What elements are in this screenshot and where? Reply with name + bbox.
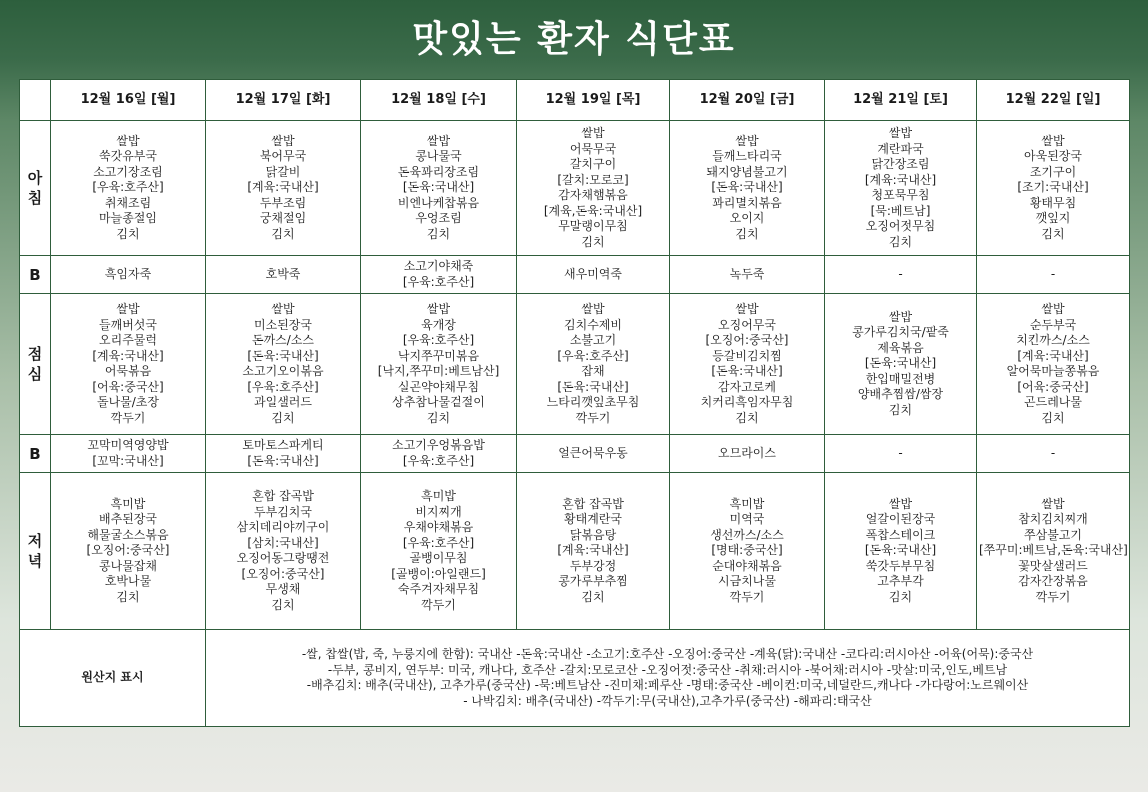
menu-item: 쑥갓유부국 [99,149,157,164]
menu-item: 소고기야채죽 [403,259,474,273]
origin-row [20,630,1130,727]
menu-cell [977,256,1130,294]
menu-item: 김치 [888,589,913,604]
menu-cell [517,256,670,294]
menu-item: 순두부국 [1029,317,1077,332]
menu-item: [우육:호주산] [402,333,475,347]
menu-item: 한입매밀전병 [865,371,936,386]
meal-row-b1 [20,256,1130,294]
menu-cell [517,294,670,435]
menu-cell [361,473,517,630]
menu-item: 소고기장조림 [93,164,163,179]
menu-item: 김치 [426,226,451,241]
menu-item: 깻잎지 [1035,211,1071,226]
menu-item: [돈육:국내산] [864,543,937,558]
menu-item: 김치 [116,226,140,241]
menu-item: 돈까스/소스 [251,333,314,347]
menu-cell [51,294,206,435]
menu-item: 쌀밥 [735,133,759,148]
menu-item: [우육:호주산] [247,379,319,394]
menu-item: 꽃맛살샐러드 [1018,558,1088,573]
menu-item: [삼치:국내산] [247,535,319,550]
menu-item: 흑미밥 [729,496,765,511]
menu-item: 미역국 [729,512,765,527]
menu-item: [돈육:국내산] [247,453,319,468]
menu-item: [돈육:국내산] [711,364,783,378]
day-header: 12월 16일 [월] [51,80,206,121]
meal-label-char: 심 [27,365,43,383]
menu-item: [갈치:모로코] [557,172,629,187]
menu-item: [골뱅이:아일랜드] [391,566,486,581]
menu-item: 새우미역죽 [564,266,622,281]
menu-item: 쌀밥 [735,302,759,316]
menu-item: 쌀밥 [116,302,140,316]
menu-item: 쑥갓두부무침 [865,558,936,573]
menu-item: 오리주물럭 [99,333,157,347]
menu-item: 상추참나물겉절이 [392,395,485,409]
menu-item: 깍두기 [421,597,456,612]
menu-cell [825,294,977,435]
menu-item: 오이지 [729,211,765,226]
meal-label [20,473,51,630]
meal-label-char: 점 [27,345,43,363]
menu-item: 닭볶음탕 [569,527,617,542]
menu-item: 쌀밥 [888,126,913,140]
menu-item: 황태무침 [1029,195,1077,210]
menu-item: 제육볶음 [877,340,924,355]
menu-item: 비지찌개 [415,504,462,519]
menu-item: 깍두기 [110,410,146,425]
menu-cell [361,121,517,256]
menu-item: 곤드레나물 [1024,395,1082,409]
menu-item: 김치 [116,589,140,604]
menu-item: 조기구이 [1029,164,1077,179]
menu-item: [낙지,쭈꾸미:베트남산] [377,364,500,378]
menu-cell [977,294,1130,435]
menu-item: - [1050,445,1056,460]
menu-item: [우육:호주산] [557,348,629,363]
menu-item: [돈육:국내산] [247,348,319,363]
menu-item: 흑미밥 [110,496,146,511]
meal-label [20,121,51,256]
menu-item: - [898,445,903,460]
menu-item: 무말랭이무침 [558,219,628,233]
menu-item: 돼지양념불고기 [706,164,788,179]
menu-cell [977,473,1130,630]
meal-row-b2 [20,435,1130,473]
menu-item: 돈육꽈리장조림 [397,164,480,179]
menu-item: 감자간장볶음 [1018,574,1088,589]
menu-item: 쌀밥 [271,133,295,148]
menu-item: 삼치데리야끼구이 [236,520,330,534]
menu-item: 감자채햄볶음 [558,188,628,202]
menu-item: 소고기우엉볶음밥 [392,438,485,452]
menu-cell [361,294,517,435]
menu-item: 오징어젓무침 [865,219,936,233]
menu-item: 꽈리멸치볶음 [712,195,782,210]
meal-label [20,435,51,473]
menu-item: [묵:베트남] [870,203,931,218]
menu-cell [825,473,977,630]
menu-item: 과일샐러드 [254,395,312,409]
menu-item: [계육:국내산] [1017,348,1089,363]
menu-cell [670,121,825,256]
menu-cell [517,473,670,630]
menu-item: 쌀밥 [116,133,140,148]
menu-item: [조기:국내산] [1017,180,1089,195]
menu-item: 쌀밥 [888,496,913,511]
menu-item: [명태:중국산] [711,543,783,558]
menu-item: 청포묵무침 [871,188,930,202]
menu-item: [어육:중국산] [1017,379,1089,394]
menu-cell [670,256,825,294]
menu-cell [977,435,1130,473]
menu-item: [우육:호주산] [402,274,475,289]
menu-item: 얼갈이된장국 [865,512,936,527]
menu-item: 낙지쭈꾸미볶음 [397,348,480,363]
menu-cell [206,435,361,473]
menu-cell [825,256,977,294]
menu-item: 토마토스파게티 [242,438,324,452]
menu-item: [돈육:국내산] [557,379,629,394]
meal-row-lunch [20,294,1130,435]
menu-item: 쌀밥 [1041,133,1065,148]
menu-item: 쌀밥 [271,302,295,316]
menu-item: 궁채절임 [259,211,307,226]
origin-line: - 나박김치: 배추(국내산) -깍두기:무(국내산),고추가루(중국산) -해파리:태국산 [463,693,872,708]
menu-item: 알어묵마늘쫑볶음 [1006,364,1100,378]
menu-item: 무생채 [265,582,301,596]
menu-item: 닭갈비 [265,164,301,179]
menu-item: 김치 [1041,226,1065,241]
menu-item: 쌀밥 [581,302,605,316]
menu-item: 실곤약야채무침 [397,379,480,394]
menu-cell [51,473,206,630]
menu-cell [825,435,977,473]
origin-line: -쌀, 찹쌀(밥, 죽, 누룽지에 한함): 국내산 -돈육:국내산 -소고기:호주산 -오징어:중국산 -계육(닭):국내산 -코다리:러시아산 -어육(어묵):중국산 [301,647,1034,661]
menu-item: 골뱅이무침 [409,551,468,565]
menu-item: [우육:호주산] [402,535,475,550]
menu-item: 육개장 [421,317,456,332]
menu-cell [670,294,825,435]
menu-item: 깍두기 [729,589,765,604]
menu-cell [825,121,977,256]
menu-item: 호박나물 [104,574,152,589]
menu-item: 쌀밥 [1041,496,1065,511]
menu-item: 깍두기 [1035,589,1071,604]
menu-item: 양배추찜쌈/쌈장 [857,387,944,402]
menu-item: 취채조림 [104,195,152,210]
meal-label-char: 아 [27,169,43,187]
menu-item: [우육:호주산] [92,180,164,195]
menu-item: 콩나물잡채 [99,558,157,573]
menu-item: 호박죽 [265,266,301,281]
menu-item: [쭈꾸미:베트남,돈육:국내산] [979,543,1128,558]
menu-item: 김치 [271,597,295,612]
menu-item: 순대야채볶음 [712,558,782,573]
meal-label-char: 녁 [27,552,43,570]
menu-item: 등갈비김치찜 [712,348,782,363]
menu-item: [계육:국내산] [92,348,164,363]
menu-item: [계육,돈육:국내산] [543,203,643,218]
day-header: 12월 20일 [금] [670,80,825,121]
menu-item: 시금치나물 [718,574,776,589]
menu-item: [꼬막:국내산] [92,453,164,468]
menu-item: 녹두죽 [729,266,765,281]
meal-label [20,256,51,294]
menu-cell [51,121,206,256]
menu-item: 쌀밥 [888,309,913,324]
menu-item: 미소된장국 [254,317,312,332]
menu-item: 우엉조림 [415,211,462,226]
menu-item: 깍두기 [575,410,611,425]
day-header: 12월 19일 [목] [517,80,670,121]
menu-item: [오징어:중국산] [241,566,325,581]
menu-item: 잡채 [581,364,605,378]
menu-item: 소고기오이볶음 [242,364,324,378]
menu-item: 김치 [271,226,295,241]
menu-item: 두부강정 [569,558,617,573]
menu-cell [206,121,361,256]
meal-row-dinner [20,473,1130,630]
menu-cell [361,435,517,473]
menu-item: 김치 [888,402,913,417]
menu-cell [206,473,361,630]
menu-item: - [898,266,903,281]
menu-item: 쌀밥 [426,133,451,148]
day-header: 12월 18일 [수] [361,80,517,121]
menu-item: 김치 [735,226,759,241]
menu-item: 오므라이스 [718,445,776,460]
origin-text [206,630,1130,727]
menu-item: 마늘종절임 [99,211,157,226]
menu-item: [돈육:국내산] [864,356,937,371]
menu-cell [517,435,670,473]
menu-item: 김치수제비 [564,317,622,332]
menu-item: 김치 [735,410,759,425]
menu-item: 들깨느타리국 [712,149,782,164]
menu-item: 오징어무국 [718,317,776,332]
menu-item: 해물굴소스볶음 [87,527,169,542]
menu-item: 쌀밥 [1041,302,1065,316]
menu-item: 혼합 잡곡밥 [562,496,624,511]
menu-item: 두부김치국 [254,504,312,519]
menu-item: [우육:호주산] [402,453,475,468]
origin-line: -두부, 콩비지, 연두부: 미국, 캐나다, 호주산 -갈치:모로코산 -오징어젓:중국산 -취채:러시아 -북어채:러시아 -맛살:미국,인도,베트남 [327,662,1008,677]
menu-cell [517,121,670,256]
menu-cell [51,256,206,294]
menu-cell [977,121,1130,256]
menu-item: 김치 [426,410,451,425]
menu-item: 생선까스/소스 [710,527,784,542]
menu-item: 오징어동그랑땡전 [236,551,330,565]
menu-item: 콩가루부추찜 [558,574,628,589]
menu-item: 흑미밥 [421,489,456,503]
menu-item: 계란파국 [877,141,924,156]
menu-item: [어육:중국산] [92,379,164,394]
menu-item: [돈육:국내산] [711,180,783,195]
menu-item: 폭찹스테이크 [865,527,936,542]
menu-item: 느타리깻잎초무침 [546,395,640,409]
menu-item: 두부조림 [259,195,307,210]
menu-item: 김치 [271,410,295,425]
meal-label-char: B [29,444,41,463]
menu-item: [계육:국내산] [557,543,629,558]
meal-label-char: 저 [27,532,43,550]
meal-label-char: B [29,265,41,284]
menu-item: 들깨버섯국 [99,317,157,332]
menu-item: 김치 [581,589,605,604]
day-header: 12월 21일 [토] [825,80,977,121]
menu-item: 얼큰어묵우동 [558,445,628,460]
menu-item: 김치 [1041,410,1065,425]
menu-item: 치커리흑임자무침 [700,395,794,409]
menu-item: - [1050,266,1056,281]
menu-item: 돌나물/초장 [96,395,159,409]
menu-item: 치킨까스/소스 [1016,333,1090,347]
menu-item: 숙주겨자채무침 [397,582,480,596]
menu-item: 황태계란국 [564,512,622,527]
menu-item: 어묵무국 [569,141,617,156]
menu-item: 쌀밥 [426,302,451,316]
origin-label: 원산지 표시 [20,630,206,727]
menu-item: 고추부각 [877,574,924,589]
menu-cell [51,435,206,473]
menu-item: 김치 [581,234,605,249]
menu-item: 감자고로케 [718,379,776,394]
menu-cell [361,256,517,294]
menu-table [19,79,1130,727]
menu-item: 꼬막미역영양밥 [87,438,169,452]
day-header: 12월 22일 [일] [977,80,1130,121]
menu-item: 어묵볶음 [104,364,152,378]
menu-item: 우채야채볶음 [403,520,474,534]
menu-item: 아욱된장국 [1024,149,1082,164]
menu-item: 비엔나케찹볶음 [397,195,480,210]
menu-item: 소불고기 [569,333,617,347]
menu-item: 닭간장조림 [871,157,930,171]
menu-item: [돈육:국내산] [402,180,475,195]
menu-item: 콩가루김치국/팥죽 [852,325,949,340]
menu-item: 북어무국 [259,149,307,164]
menu-cell [670,473,825,630]
menu-cell [206,256,361,294]
menu-item: [계육:국내산] [864,172,937,187]
menu-item: 배추된장국 [99,512,157,527]
menu-item: 콩나물국 [415,149,462,164]
menu-item: 쭈삼불고기 [1024,527,1082,542]
origin-line: -배추김치: 배추(국내산), 고추가루(중국산) -묵:베트남산 -진미채:페루산 -명태:중국산 -베이컨:미국,네덜란드,캐나다 -가다랑어:노르웨이산 [306,678,1029,692]
menu-item: 갈치구이 [569,157,617,171]
meal-label [20,294,51,435]
menu-item: [오징어:중국산] [86,543,170,558]
menu-item: 참치김치찌개 [1018,512,1088,527]
menu-item: 혼합 잡곡밥 [252,489,314,503]
meal-row-breakfast [20,121,1130,256]
menu-item: 쌀밥 [581,126,605,140]
corner-cell [20,80,51,121]
meal-label-char: 침 [27,189,43,207]
menu-cell [670,435,825,473]
day-header: 12월 17일 [화] [206,80,361,121]
page-title: 맛있는 환자 식단표 [412,19,736,60]
menu-item: [계육:국내산] [247,180,319,195]
menu-item: [오징어:중국산] [705,333,789,347]
menu-item: 김치 [888,234,913,249]
menu-item: 흑임자죽 [104,266,152,281]
menu-cell [206,294,361,435]
